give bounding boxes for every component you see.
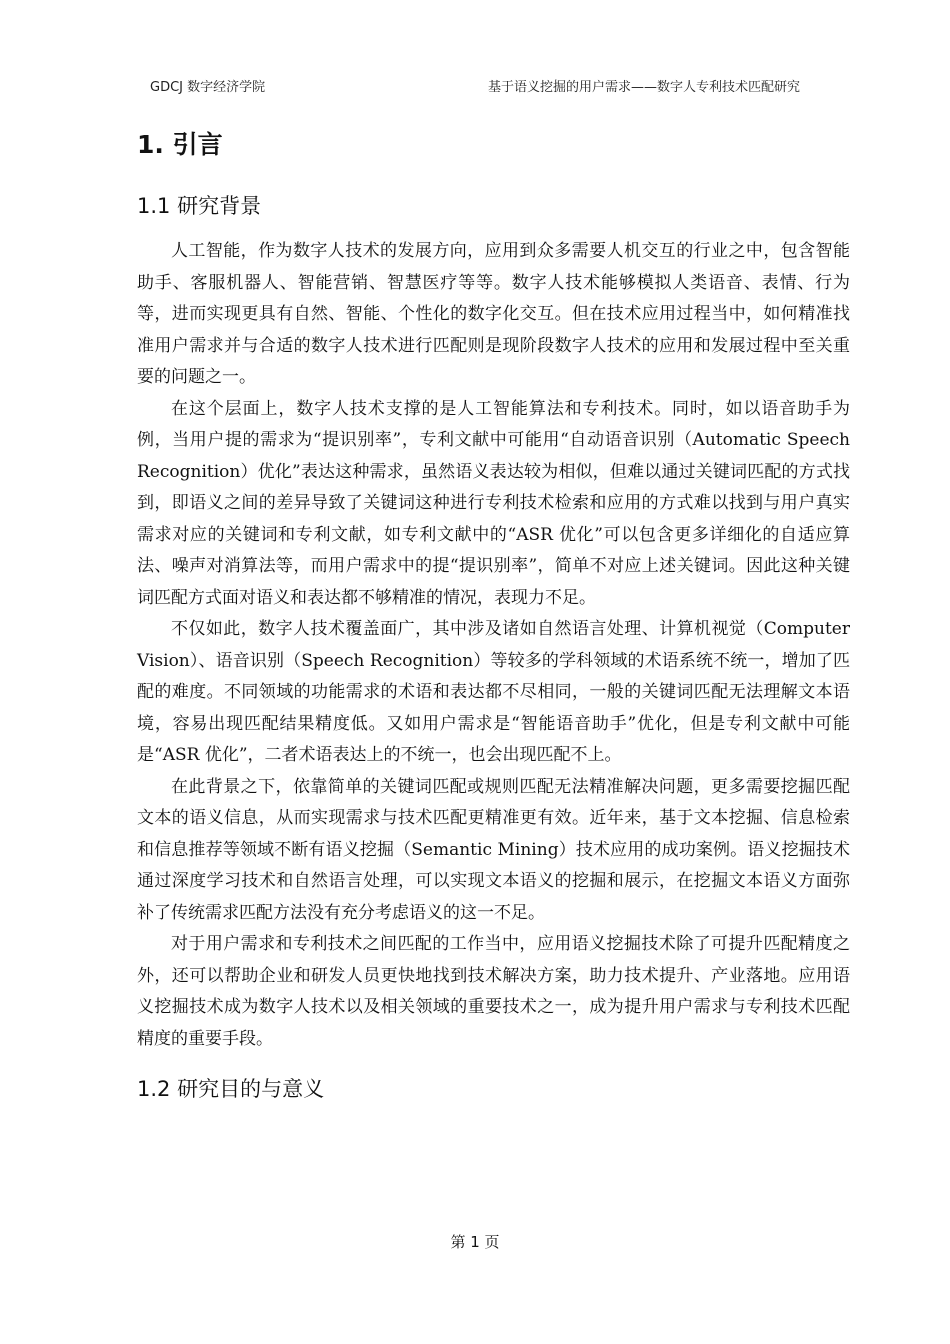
header-right-text: 基于语义挖掘的用户需求——数字人专利技术匹配研究 (487, 80, 800, 95)
section-1-2-title: 1.2 研究目的与意义 (137, 1077, 325, 1101)
chapter-title: 1. 引言 (137, 130, 223, 159)
paragraph: 人工智能，作为数字人技术的发展方向，应用到众多需要人机交互的行业之中，包含智能助手、客服机器人、智能营销、智慧医疗等等。数字人技术能够模拟人类语音、表情、行为等，进而实现更具有自然、智能、个性化的数字化交互。但在技术应用过程当中，如何精准找准用户需求并与合适的数字人技术进行匹配则是现阶段数字人技术的应用和发展过程中至关重要的问题之一。 (137, 241, 850, 387)
paragraph: 对于用户需求和专利技术之间匹配的工作当中，应用语义挖掘技术除了可提升匹配精度之外，还可以帮助企业和研发人员更快地找到技术解决方案，助力技术提升、产业落地。应用语义挖掘技术成为数字人技术以及相关领域的重要技术之一，成为提升用户需求与专利技术匹配精度的重要手段。 (137, 934, 850, 1049)
section-1-1-title: 1.1 研究背景 (137, 194, 262, 218)
paragraph: 在此背景之下，依靠简单的关键词匹配或规则匹配无法精准解决问题，更多需要挖掘匹配文本的语义信息，从而实现需求与技术匹配更精准更有效。近年来，基于文本挖掘、信息检索和信息推荐等领域不断有语义挖掘（Semantic Mining）技术应用的成功案例。语义挖掘技术通过深度学习技术和自然语言处理，可以实现文本语义的挖掘和展示，在挖掘文本语义方面弥补了传统需求匹配方法没有充分考虑语义的这一不足。 (137, 776, 850, 923)
page-content (137, 124, 850, 1119)
page-number: 第 1 页 (450, 1233, 500, 1251)
paragraph: 不仅如此，数字人技术覆盖面广，其中涉及诸如自然语言处理、计算机视觉（Computer Vision）、语音识别（Speech Recognition）等较多的学科领域的术语系统不统一，增加了匹配的难度。不同领域的功能需求的术语和表达都不尽相同，一般的关键词匹配无法理解文本语境，容易出现匹配结果精度低。又如用户需求是“智能语音助手”优化，但是专利文献中可能是“ASR 优化”，二者术语表达上的不统一，也会出现匹配不上。 (137, 619, 850, 765)
paragraph: 在这个层面上，数字人技术支撑的是人工智能算法和专利技术。同时，如以语音助手为例，当用户提的需求为“提识别率”，专利文献中可能用“自动语音识别（Automatic Speech Recognition）优化”表达这种需求，虽然语义表达较为相似，但难以通过关键词匹配的方式找到，即语义之间的差异导致了关键词这种进行专利技术检索和应用的方式难以找到与用户真实需求对应的关键词和专利文献，如专利文献中的“ASR 优化”可以包含更多详细化的自适应算法、噪声对消算法等，而用户需求中的提“提识别率”，简单不对应上述关键词。因此这种关键词匹配方式面对语义和表达都不够精准的情况，表现力不足。 (137, 398, 850, 608)
page-header (150, 78, 800, 98)
header-left-text: GDCJ 数字经济学院 (150, 80, 266, 95)
